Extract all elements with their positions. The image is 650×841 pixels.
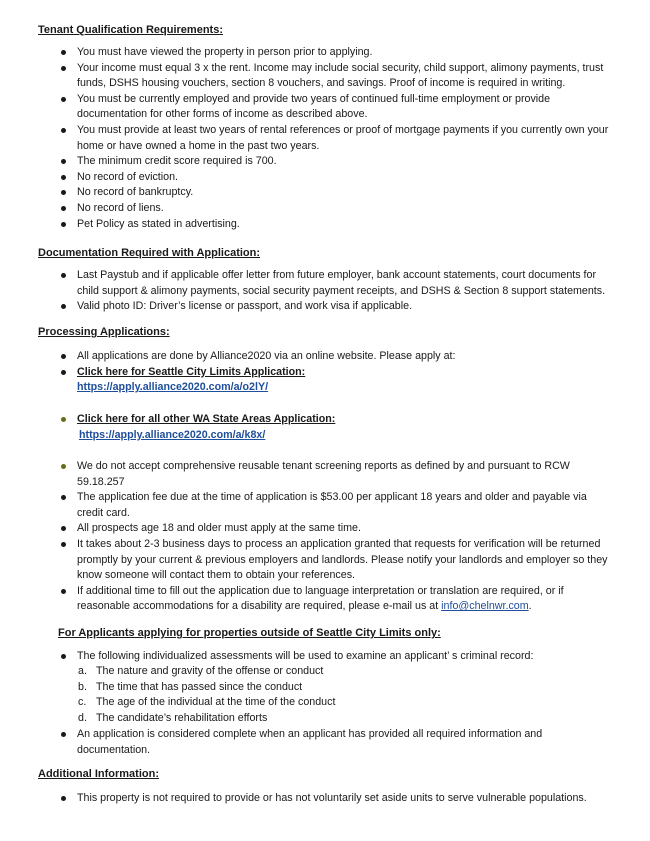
assessment-item: c. The age of the individual at the time of the conduct	[78, 696, 336, 709]
contact-email-link[interactable]: info@chelnwr.com	[441, 600, 529, 613]
bullet-icon	[61, 370, 66, 375]
list-item: No record of bankruptcy.	[0, 185, 650, 201]
list-item: Your income must equal 3 x the rent. Income may include social security, child support, alimony payments, trust funds, DSHS housing vouchers, section 8 vouchers, and savings. Proof of income is required in writing.	[0, 61, 650, 92]
list-item: This property is not required to provide or has not voluntarily set aside units to serve vulnerable populations.	[0, 791, 650, 807]
bullet-icon	[61, 732, 66, 737]
completion-list	[0, 727, 650, 758]
wa-application-list	[0, 412, 650, 443]
list-item: It takes about 2-3 business days to process an application granted that requests for verification will be returned promptly by your current & previous employers and landlords. Please notify your landlords and employer so they know someone will contact them to obtain your references.	[0, 537, 650, 584]
list-item: Pet Policy as stated in advertising.	[0, 217, 650, 233]
assessment-sublist	[0, 664, 650, 726]
bullet-icon	[61, 654, 66, 659]
bullet-icon	[61, 50, 66, 55]
seattle-application-item	[0, 365, 650, 396]
seattle-application-label[interactable]: Click here for Seattle City Limits Application:	[77, 365, 306, 378]
wa-application-link[interactable]: https://apply.alliance2020.com/a/k8x/	[79, 428, 266, 441]
bullet-icon	[61, 304, 66, 309]
processing-intro-list	[0, 349, 650, 396]
list-item: You must have viewed the property in person prior to applying.	[0, 45, 650, 61]
bullet-icon	[61, 542, 66, 547]
list-item: An application is considered complete when an applicant has provided all required information and documentation.	[0, 727, 650, 758]
bullet-icon	[61, 66, 66, 71]
bullet-icon	[61, 464, 66, 469]
list-item: All prospects age 18 and older must apply at the same time.	[0, 521, 650, 537]
assessment-item: d. The candidate’s rehabilitation efforts	[78, 711, 268, 724]
assessment-item: a. The nature and gravity of the offense or conduct	[78, 665, 324, 677]
bullet-icon	[61, 354, 66, 359]
list-item: The application fee due at the time of application is $53.00 per applicant 18 years and older and payable via credit card.	[0, 490, 650, 521]
list-item: You must be currently employed and provide two years of continued full-time employment or provide documentation for other forms of income as described above.	[0, 92, 650, 123]
bullet-icon	[61, 159, 66, 164]
documentation-list	[0, 268, 650, 315]
bullet-icon	[61, 222, 66, 227]
bullet-icon	[61, 190, 66, 195]
bullet-icon	[61, 128, 66, 133]
list-item: The following individualized assessments will be used to examine an applicant’ s criminal record:	[0, 649, 650, 665]
list-item: All applications are done by Alliance2020 via an online website. Please apply at:	[0, 349, 650, 365]
bullet-icon	[61, 175, 66, 180]
list-item: No record of liens.	[0, 201, 650, 217]
wa-application-item	[0, 412, 650, 443]
bullet-icon	[61, 273, 66, 278]
processing-details-list	[0, 459, 650, 615]
list-item: Valid photo ID: Driver’s license or passport, and work visa if applicable.	[0, 299, 650, 315]
processing-heading: Processing Applications:	[38, 326, 170, 338]
seattle-application-link[interactable]: https://apply.alliance2020.com/a/o2lY/	[77, 381, 269, 394]
outside-seattle-list	[0, 649, 650, 665]
bullet-icon	[61, 526, 66, 531]
list-item: You must provide at least two years of rental references or proof of mortgage payments if you currently own your home or have owned a home in the past two years.	[0, 123, 650, 154]
list-item: If additional time to fill out the application due to language interpretation or translation are required, or if reasonable accommodations for a disability are required, please e-mail us at info@chelnwr.com.	[0, 584, 650, 615]
outside-seattle-heading: For Applicants applying for properties outside of Seattle City Limits only:	[58, 627, 441, 639]
bullet-icon	[61, 796, 66, 801]
documentation-heading: Documentation Required with Application:	[38, 247, 261, 259]
bullet-icon	[61, 589, 66, 594]
additional-info-heading: Additional Information:	[38, 768, 159, 780]
bullet-icon	[61, 97, 66, 102]
tenant-requirements-heading: Tenant Qualification Requirements:	[38, 24, 223, 36]
tenant-requirements-list	[0, 45, 650, 232]
list-item: We do not accept comprehensive reusable tenant screening reports as defined by and pursuant to RCW 59.18.257	[0, 459, 650, 490]
assessment-item: b. The time that has passed since the conduct	[78, 680, 303, 693]
bullet-icon	[61, 417, 66, 422]
wa-application-label[interactable]: Click here for all other WA State Areas Application:	[77, 413, 336, 425]
list-item: The minimum credit score required is 700.	[0, 154, 650, 170]
bullet-icon	[61, 495, 66, 500]
list-item: Last Paystub and if applicable offer letter from future employer, bank account statements, court documents for child support & alimony payments, social security payment receipts, and DSHS & Section 8 support statements.	[0, 268, 650, 299]
bullet-icon	[61, 206, 66, 211]
additional-info-list	[0, 791, 650, 807]
list-item: No record of eviction.	[0, 170, 650, 186]
